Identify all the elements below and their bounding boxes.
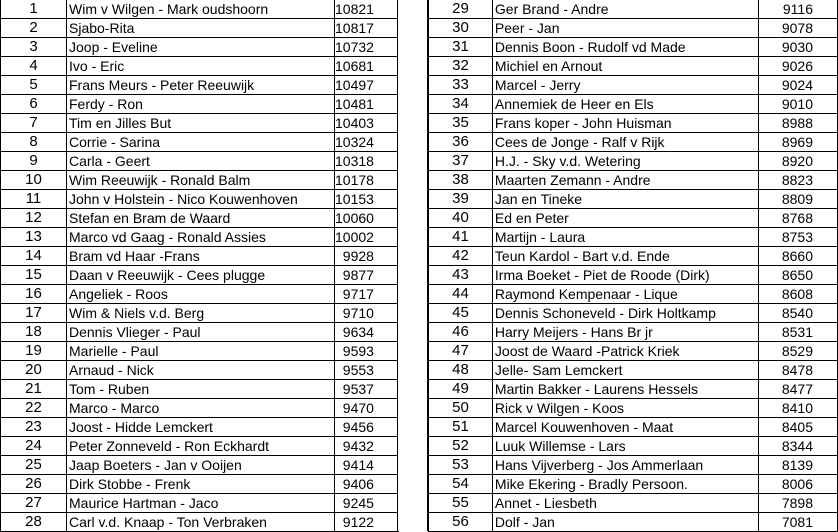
team-name-cell[interactable]: Joost - Hidde Lemckert	[67, 418, 335, 437]
table-row	[429, 95, 838, 114]
score-cell[interactable]: 9456	[335, 418, 399, 437]
score-cell[interactable]: 9245	[335, 494, 399, 513]
score-cell[interactable]: 9122	[335, 513, 399, 532]
rank-cell[interactable]: 44	[429, 285, 493, 304]
rank-cell[interactable]: 1	[1, 0, 67, 19]
score-cell[interactable]: 8478	[759, 361, 838, 380]
rank-cell[interactable]: 14	[1, 247, 67, 266]
team-name-cell[interactable]: Joop - Eveline	[67, 38, 335, 57]
table-row	[1, 361, 399, 380]
score-cell[interactable]: 9634	[335, 323, 399, 342]
score-cell[interactable]: 8477	[759, 380, 838, 399]
table-row	[1, 380, 399, 399]
team-name-cell[interactable]: Angeliek - Roos	[67, 285, 335, 304]
rank-cell[interactable]: 32	[429, 57, 493, 76]
score-cell[interactable]: 8608	[759, 285, 838, 304]
team-name-cell[interactable]: Wim & Niels v.d. Berg	[67, 304, 335, 323]
score-cell[interactable]: 10681	[335, 57, 399, 76]
rank-cell[interactable]: 52	[429, 437, 493, 456]
team-name-cell[interactable]: Frans Meurs - Peter Reeuwijk	[67, 76, 335, 95]
rank-cell[interactable]: 45	[429, 304, 493, 323]
team-name-cell[interactable]: Frans koper - John Huisman	[492, 114, 758, 133]
rank-cell[interactable]: 4	[1, 57, 67, 76]
team-name-cell[interactable]: Bram vd Haar -Frans	[67, 247, 335, 266]
table-row	[429, 171, 838, 190]
rank-cell[interactable]: 40	[429, 209, 493, 228]
score-cell[interactable]: 8006	[759, 475, 838, 494]
team-name-cell[interactable]: Dolf - Jan	[492, 513, 758, 532]
score-cell[interactable]: 8405	[759, 418, 838, 437]
rank-cell[interactable]: 29	[429, 0, 493, 19]
team-name-cell[interactable]: Marco - Marco	[67, 399, 335, 418]
score-cell[interactable]: 7898	[759, 494, 838, 513]
rank-cell[interactable]: 6	[1, 95, 67, 114]
rank-cell[interactable]: 20	[1, 361, 67, 380]
table-row	[1, 209, 399, 228]
rank-cell[interactable]: 26	[1, 475, 67, 494]
score-cell[interactable]: 9537	[335, 380, 399, 399]
score-cell[interactable]: 8768	[759, 209, 838, 228]
rank-cell[interactable]: 9	[1, 152, 67, 171]
rank-cell[interactable]: 33	[429, 76, 493, 95]
rank-cell[interactable]: 48	[429, 361, 493, 380]
table-row	[429, 266, 838, 285]
score-cell[interactable]: 10497	[335, 76, 399, 95]
team-name-cell[interactable]: Dirk Stobbe - Frenk	[67, 475, 335, 494]
table-row	[429, 76, 838, 95]
team-name-cell[interactable]: Ferdy - Ron	[67, 95, 335, 114]
rank-cell[interactable]: 25	[1, 456, 67, 475]
team-name-cell[interactable]: Corrie - Sarina	[67, 133, 335, 152]
team-name-cell[interactable]: Dennis Boon - Rudolf vd Made	[492, 38, 758, 57]
score-cell[interactable]: 8531	[759, 323, 838, 342]
rank-cell[interactable]: 39	[429, 190, 493, 209]
score-cell[interactable]: 9078	[759, 19, 838, 38]
team-name-cell[interactable]: Harry Meijers - Hans Br jr	[492, 323, 758, 342]
team-name-cell[interactable]: Irma Boeket - Piet de Roode (Dirk)	[492, 266, 758, 285]
team-name-cell[interactable]: Marco vd Gaag - Ronald Assies	[67, 228, 335, 247]
rank-cell[interactable]: 22	[1, 399, 67, 418]
rank-cell[interactable]: 2	[1, 19, 67, 38]
score-cell[interactable]: 9030	[759, 38, 838, 57]
table-row	[429, 19, 838, 38]
team-name-cell[interactable]: Marielle - Paul	[67, 342, 335, 361]
table-row	[1, 304, 399, 323]
table-row	[1, 513, 399, 532]
team-name-cell[interactable]: Annemiek de Heer en Els	[492, 95, 758, 114]
score-cell[interactable]: 10060	[335, 209, 399, 228]
rank-cell[interactable]: 23	[1, 418, 67, 437]
score-cell[interactable]: 9717	[335, 285, 399, 304]
standings-table-left	[0, 0, 399, 532]
table-row	[1, 418, 399, 437]
table-row	[1, 19, 399, 38]
score-cell[interactable]: 9116	[759, 0, 838, 19]
rank-cell[interactable]: 8	[1, 133, 67, 152]
team-name-cell[interactable]: Cees de Jonge - Ralf v Rijk	[492, 133, 758, 152]
score-cell[interactable]: 9593	[335, 342, 399, 361]
table-row	[1, 342, 399, 361]
team-name-cell[interactable]: Carla - Geert	[67, 152, 335, 171]
table-row	[1, 399, 399, 418]
table-row	[1, 266, 399, 285]
rank-cell[interactable]: 41	[429, 228, 493, 247]
score-cell[interactable]: 9432	[335, 437, 399, 456]
score-cell[interactable]: 8529	[759, 342, 838, 361]
rank-cell[interactable]: 34	[429, 95, 493, 114]
score-cell[interactable]: 10178	[335, 171, 399, 190]
team-name-cell[interactable]: Ivo - Eric	[67, 57, 335, 76]
rank-cell[interactable]: 50	[429, 399, 493, 418]
rank-cell[interactable]: 43	[429, 266, 493, 285]
rank-cell[interactable]: 16	[1, 285, 67, 304]
team-name-cell[interactable]: Tom - Ruben	[67, 380, 335, 399]
table-row	[429, 475, 838, 494]
team-name-cell[interactable]: Marcel Kouwenhoven - Maat	[492, 418, 758, 437]
team-name-cell[interactable]: Martijn - Laura	[492, 228, 758, 247]
table-row	[1, 152, 399, 171]
team-name-cell[interactable]: Peter Zonneveld - Ron Eckhardt	[67, 437, 335, 456]
table-row	[1, 228, 399, 247]
table-row	[429, 285, 838, 304]
score-cell[interactable]: 8969	[759, 133, 838, 152]
score-cell[interactable]: 7081	[759, 513, 838, 532]
table-row	[1, 76, 399, 95]
team-name-cell[interactable]: Wim Reeuwijk - Ronald Balm	[67, 171, 335, 190]
team-name-cell[interactable]: Dennis Schoneveld - Dirk Holtkamp	[492, 304, 758, 323]
table-row	[1, 494, 399, 513]
team-name-cell[interactable]: Jelle- Sam Lemckert	[492, 361, 758, 380]
rank-cell[interactable]: 13	[1, 228, 67, 247]
rank-cell[interactable]: 31	[429, 38, 493, 57]
score-cell[interactable]: 10821	[335, 0, 399, 19]
team-name-cell[interactable]: Joost de Waard -Patrick Kriek	[492, 342, 758, 361]
rank-cell[interactable]: 38	[429, 171, 493, 190]
team-name-cell[interactable]: Daan v Reeuwijk - Cees plugge	[67, 266, 335, 285]
team-name-cell[interactable]: Arnaud - Nick	[67, 361, 335, 380]
rank-cell[interactable]: 7	[1, 114, 67, 133]
team-name-cell[interactable]: Stefan en Bram de Waard	[67, 209, 335, 228]
team-name-cell[interactable]: Luuk Willemse - Lars	[492, 437, 758, 456]
score-cell[interactable]: 9710	[335, 304, 399, 323]
team-name-cell[interactable]: Ger Brand - Andre	[492, 0, 758, 19]
rank-cell[interactable]: 27	[1, 494, 67, 513]
score-cell[interactable]: 9553	[335, 361, 399, 380]
rank-cell[interactable]: 35	[429, 114, 493, 133]
score-cell[interactable]: 9024	[759, 76, 838, 95]
rank-cell[interactable]: 47	[429, 342, 493, 361]
table-row	[1, 0, 399, 19]
table-row	[429, 399, 838, 418]
score-cell[interactable]: 9877	[335, 266, 399, 285]
table-row	[1, 38, 399, 57]
table-row	[1, 171, 399, 190]
table-row	[429, 190, 838, 209]
table-row	[429, 247, 838, 266]
table-row	[429, 228, 838, 247]
rank-cell[interactable]: 12	[1, 209, 67, 228]
rank-cell[interactable]: 56	[429, 513, 493, 532]
rank-cell[interactable]: 46	[429, 323, 493, 342]
score-cell[interactable]: 8660	[759, 247, 838, 266]
table-row	[429, 418, 838, 437]
score-cell[interactable]: 10481	[335, 95, 399, 114]
table-row	[1, 285, 399, 304]
standings-table-left-body	[1, 0, 399, 532]
score-cell[interactable]: 8988	[759, 114, 838, 133]
table-row	[429, 380, 838, 399]
table-row	[429, 152, 838, 171]
rank-cell[interactable]: 28	[1, 513, 67, 532]
team-name-cell[interactable]: John v Holstein - Nico Kouwenhoven	[67, 190, 335, 209]
team-name-cell[interactable]: Peer - Jan	[492, 19, 758, 38]
table-row	[429, 38, 838, 57]
score-cell[interactable]: 10002	[335, 228, 399, 247]
team-name-cell[interactable]: Dennis Vlieger - Paul	[67, 323, 335, 342]
score-cell[interactable]: 9470	[335, 399, 399, 418]
team-name-cell[interactable]: Marcel - Jerry	[492, 76, 758, 95]
team-name-cell[interactable]: Ed en Peter	[492, 209, 758, 228]
team-name-cell[interactable]: Annet - Liesbeth	[492, 494, 758, 513]
table-row	[429, 494, 838, 513]
score-cell[interactable]: 9026	[759, 57, 838, 76]
score-cell[interactable]: 9928	[335, 247, 399, 266]
score-cell[interactable]: 10732	[335, 38, 399, 57]
rank-cell[interactable]: 51	[429, 418, 493, 437]
score-cell[interactable]: 10324	[335, 133, 399, 152]
rank-cell[interactable]: 42	[429, 247, 493, 266]
table-row	[1, 437, 399, 456]
score-cell[interactable]: 8344	[759, 437, 838, 456]
table-row	[429, 513, 838, 532]
table-row	[1, 95, 399, 114]
table-row	[429, 0, 838, 19]
score-cell[interactable]: 10318	[335, 152, 399, 171]
score-cell[interactable]: 10817	[335, 19, 399, 38]
team-name-cell[interactable]: Teun Kardol - Bart v.d. Ende	[492, 247, 758, 266]
team-name-cell[interactable]: Mike Ekering - Bradly Persoon.	[492, 475, 758, 494]
rank-cell[interactable]: 5	[1, 76, 67, 95]
score-cell[interactable]: 8139	[759, 456, 838, 475]
rank-cell[interactable]: 54	[429, 475, 493, 494]
score-cell[interactable]: 10403	[335, 114, 399, 133]
rank-cell[interactable]: 36	[429, 133, 493, 152]
score-cell[interactable]: 8410	[759, 399, 838, 418]
table-row	[429, 361, 838, 380]
team-name-cell[interactable]: Raymond Kempenaar - Lique	[492, 285, 758, 304]
score-cell[interactable]: 8753	[759, 228, 838, 247]
team-name-cell[interactable]: Rick v Wilgen - Koos	[492, 399, 758, 418]
score-cell[interactable]: 8823	[759, 171, 838, 190]
team-name-cell[interactable]: Maarten Zemann - Andre	[492, 171, 758, 190]
team-name-cell[interactable]: Jan en Tineke	[492, 190, 758, 209]
score-cell[interactable]: 9010	[759, 95, 838, 114]
team-name-cell[interactable]: Michiel en Arnout	[492, 57, 758, 76]
team-name-cell[interactable]: Carl v.d. Knaap - Ton Verbraken	[67, 513, 335, 532]
table-row	[429, 133, 838, 152]
standings-table-right	[428, 0, 838, 532]
table-row	[429, 304, 838, 323]
table-row	[1, 456, 399, 475]
table-row	[1, 475, 399, 494]
table-row	[429, 57, 838, 76]
rank-cell[interactable]: 30	[429, 19, 493, 38]
table-row	[1, 247, 399, 266]
table-row	[429, 209, 838, 228]
rank-cell[interactable]: 3	[1, 38, 67, 57]
team-name-cell[interactable]: Wim v Wilgen - Mark oudshoorn	[67, 0, 335, 19]
team-name-cell[interactable]: Sjabo-Rita	[67, 19, 335, 38]
table-row	[429, 437, 838, 456]
rank-cell[interactable]: 11	[1, 190, 67, 209]
table-row	[429, 323, 838, 342]
rank-cell[interactable]: 53	[429, 456, 493, 475]
rank-cell[interactable]: 55	[429, 494, 493, 513]
table-row	[1, 114, 399, 133]
score-cell[interactable]: 9414	[335, 456, 399, 475]
table-row	[1, 57, 399, 76]
score-cell[interactable]: 8920	[759, 152, 838, 171]
rank-cell[interactable]: 19	[1, 342, 67, 361]
table-row	[1, 133, 399, 152]
rank-cell[interactable]: 21	[1, 380, 67, 399]
team-name-cell[interactable]: Martin Bakker - Laurens Hessels	[492, 380, 758, 399]
score-cell[interactable]: 10153	[335, 190, 399, 209]
team-name-cell[interactable]: Jaap Boeters - Jan v Ooijen	[67, 456, 335, 475]
score-cell[interactable]: 8650	[759, 266, 838, 285]
table-row	[1, 323, 399, 342]
rank-cell[interactable]: 24	[1, 437, 67, 456]
score-cell[interactable]: 8540	[759, 304, 838, 323]
team-name-cell[interactable]: Maurice Hartman - Jaco	[67, 494, 335, 513]
rank-cell[interactable]: 37	[429, 152, 493, 171]
table-row	[429, 114, 838, 133]
table-row	[1, 190, 399, 209]
score-cell[interactable]: 8809	[759, 190, 838, 209]
rank-cell[interactable]: 17	[1, 304, 67, 323]
table-row	[429, 342, 838, 361]
team-name-cell[interactable]: H.J. - Sky v.d. Wetering	[492, 152, 758, 171]
score-cell[interactable]: 9406	[335, 475, 399, 494]
rank-cell[interactable]: 18	[1, 323, 67, 342]
table-row	[429, 456, 838, 475]
standings-table-right-body	[429, 0, 838, 532]
rank-cell[interactable]: 15	[1, 266, 67, 285]
team-name-cell[interactable]: Tim en Jilles But	[67, 114, 335, 133]
rank-cell[interactable]: 49	[429, 380, 493, 399]
rank-cell[interactable]: 10	[1, 171, 67, 190]
team-name-cell[interactable]: Hans Vijverberg - Jos Ammerlaan	[492, 456, 758, 475]
column-gap	[397, 0, 428, 531]
